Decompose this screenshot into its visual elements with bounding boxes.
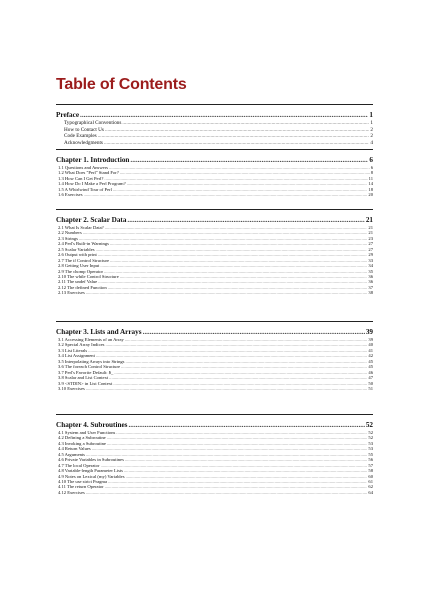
toc-entry-page: 27 bbox=[368, 246, 373, 252]
toc-entry-label: 1.3 How Can I Get Perl? bbox=[58, 175, 104, 181]
toc-entry-label: Typographical Conventions bbox=[64, 120, 122, 126]
toc-entry-label: 4.10 The use strict Pragma bbox=[58, 478, 108, 484]
toc-section-chapter-3 bbox=[56, 321, 373, 391]
toc-entry-label: 2.10 The while Control Structure bbox=[58, 273, 119, 279]
toc-entry-label: 3.7 Perl's Favorite Default: $_ bbox=[58, 369, 114, 375]
toc-entry-page: 46 bbox=[368, 369, 373, 375]
toc-entry-label: 4.7 The local Operator bbox=[58, 462, 100, 468]
toc-section-chapter-1 bbox=[56, 149, 373, 198]
toc-entry-label: 4.3 Invoking a Subroutine bbox=[58, 440, 106, 446]
dot-leader bbox=[130, 155, 368, 165]
toc-entry-page: 37 bbox=[368, 284, 373, 290]
toc-entry-label: 2.7 The if Control Structure bbox=[58, 257, 110, 263]
toc-entry-page: 1 bbox=[370, 120, 373, 126]
toc-entry-page: 50 bbox=[368, 380, 373, 386]
toc-entry-page: 8 bbox=[370, 170, 373, 176]
toc-entry-page: 23 bbox=[368, 235, 373, 241]
toc-heading-page: 52 bbox=[365, 421, 373, 429]
toc-entry-label: 4.1 System and User Functions bbox=[58, 430, 116, 435]
toc-entry-page: 4 bbox=[370, 139, 373, 146]
toc-entry-page: 11 bbox=[368, 175, 373, 181]
toc-entry-label: 3.1 Accessing Elements of an Array bbox=[58, 337, 124, 342]
toc-entry[interactable] bbox=[56, 386, 373, 391]
toc-entry-page: 41 bbox=[368, 347, 373, 353]
toc-entry-label: 2.8 Getting User Input bbox=[58, 263, 100, 269]
toc-heading-label: Chapter 4. Subroutines bbox=[56, 421, 128, 429]
toc-entry-page: 39 bbox=[368, 337, 373, 342]
toc-entry-label: 2.4 Perl's Built-in Warnings bbox=[58, 241, 109, 247]
toc-entry-label: 2.12 The defined Function bbox=[58, 284, 107, 290]
toc-entry-label: 3.8 Scalar and List Context bbox=[58, 375, 109, 381]
toc-entry-page: 45 bbox=[368, 364, 373, 370]
toc-entry-label: 1.4 How Do I Make a Perl Program? bbox=[58, 181, 126, 187]
section-divider bbox=[56, 209, 373, 210]
toc-entry-page: 56 bbox=[368, 457, 373, 463]
toc-entry[interactable] bbox=[56, 192, 373, 197]
toc-entry-label: 2.13 Exercises bbox=[58, 290, 85, 296]
toc-entry-page: 42 bbox=[368, 353, 373, 359]
toc-entry-label: 3.3 List Literals bbox=[58, 347, 88, 353]
section-divider bbox=[56, 104, 373, 105]
toc-entry[interactable] bbox=[56, 290, 373, 295]
toc-entry-page: 6 bbox=[370, 165, 373, 170]
toc-heading-label: Chapter 1. Introduction bbox=[56, 156, 130, 164]
toc-heading-label: Chapter 3. Lists and Arrays bbox=[56, 328, 142, 336]
toc-entry-label: 1.5 A Whirlwind Tour of Perl bbox=[58, 186, 112, 192]
toc-heading-label: Chapter 2. Scalar Data bbox=[56, 216, 127, 224]
toc-entry-label: 2.3 Strings bbox=[58, 235, 78, 241]
toc-entry-label: 4.11 The return Operator bbox=[58, 484, 104, 490]
toc-entry-page: 21 bbox=[368, 230, 373, 236]
toc-entry-page: 27 bbox=[368, 241, 373, 247]
toc-section-chapter-2 bbox=[56, 209, 373, 296]
toc-heading-preface[interactable] bbox=[56, 110, 373, 120]
toc-heading-page: 6 bbox=[369, 156, 373, 164]
dot-leader bbox=[86, 386, 368, 391]
toc-heading-chapter-1[interactable] bbox=[56, 155, 373, 165]
dot-leader bbox=[86, 290, 368, 295]
toc-entry-page: 47 bbox=[368, 375, 373, 381]
dot-leader bbox=[127, 215, 364, 225]
page-title: Table of Contents bbox=[56, 76, 187, 93]
toc-entry-label: 4.5 Arguments bbox=[58, 451, 85, 457]
toc-entry-page: 53 bbox=[368, 440, 373, 446]
toc-entry-label: 2.1 What Is Scalar Data? bbox=[58, 225, 104, 230]
toc-heading-chapter-4[interactable] bbox=[56, 420, 373, 430]
toc-entry-label: 1.6 Exercises bbox=[58, 192, 83, 198]
toc-entry-page: 62 bbox=[368, 484, 373, 490]
toc-heading-page: 39 bbox=[365, 328, 373, 336]
section-divider bbox=[56, 149, 373, 150]
toc-entry-label: 3.9 <STDIN> in List Context bbox=[58, 380, 113, 386]
toc-entry-label: 2.9 The chomp Operator bbox=[58, 268, 104, 274]
toc-entry-label: 2.6 Output with print bbox=[58, 252, 97, 258]
toc-entry[interactable] bbox=[56, 140, 373, 147]
toc-entry-label: 4.4 Return Values bbox=[58, 446, 91, 452]
toc-entry-label: 3.5 Interpolating Arrays into Strings bbox=[58, 358, 125, 364]
dot-leader bbox=[80, 110, 368, 120]
toc-entry-page: 58 bbox=[368, 468, 373, 474]
toc-entry-label: 4.9 Notes on Lexical (my) Variables bbox=[58, 473, 125, 479]
toc-entry-page: 2 bbox=[370, 133, 373, 139]
toc-entry-page: 36 bbox=[368, 273, 373, 279]
toc-entry-page: 40 bbox=[368, 342, 373, 348]
toc-entry-label: 1.1 Questions and Answers bbox=[58, 165, 109, 170]
toc-entry-page: 57 bbox=[368, 462, 373, 468]
toc-entry-label: 2.2 Numbers bbox=[58, 230, 82, 236]
toc-section-preface bbox=[56, 104, 373, 146]
toc-entry-page: 64 bbox=[368, 489, 373, 495]
toc-heading-chapter-2[interactable] bbox=[56, 215, 373, 225]
toc-entry-label: 3.2 Special Array Indices bbox=[58, 342, 105, 348]
toc-entry-page: 2 bbox=[370, 126, 373, 133]
toc-entry-page: 53 bbox=[368, 446, 373, 452]
toc-entry-label: How to Contact Us bbox=[64, 126, 104, 133]
toc-entry-page: 36 bbox=[368, 279, 373, 285]
toc-entry-label: 2.11 The undef Value bbox=[58, 279, 98, 285]
toc-entry-page: 60 bbox=[368, 473, 373, 479]
toc-entry-label: 4.12 Exercises bbox=[58, 489, 85, 495]
toc-entry-label: Code Examples bbox=[64, 133, 97, 139]
toc-entry-page: 52 bbox=[368, 435, 373, 441]
toc-entry-label: Acknowledgments bbox=[64, 139, 103, 146]
section-divider bbox=[56, 321, 373, 322]
toc-heading-page: 21 bbox=[365, 216, 373, 224]
dot-leader bbox=[84, 192, 368, 197]
toc-section-chapter-4 bbox=[56, 414, 373, 495]
toc-entry-label: 3.4 List Assignment bbox=[58, 353, 95, 359]
toc-entry-page: 61 bbox=[368, 478, 373, 484]
toc-entry-page: 35 bbox=[368, 268, 373, 274]
dot-leader bbox=[104, 140, 370, 147]
toc-entry-page: 45 bbox=[368, 358, 373, 364]
toc-entry-label: 4.8 Variable-length Parameter Lists bbox=[58, 468, 123, 474]
section-divider bbox=[56, 414, 373, 415]
dot-leader bbox=[86, 490, 368, 495]
toc-entry-page: 29 bbox=[368, 252, 373, 258]
toc-entry-label: 4.2 Defining a Subroutine bbox=[58, 435, 106, 441]
toc-entry-page: 38 bbox=[368, 290, 373, 296]
dot-leader bbox=[128, 420, 364, 430]
toc-entry-label: 3.10 Exercises bbox=[58, 385, 85, 391]
toc-entry-page: 34 bbox=[368, 263, 373, 269]
toc-entry-label: 4.6 Private Variables in Subroutines bbox=[58, 457, 124, 463]
toc-heading-chapter-3[interactable] bbox=[56, 327, 373, 337]
toc-entry-page: 52 bbox=[368, 430, 373, 435]
toc-entry[interactable] bbox=[56, 490, 373, 495]
toc-entry-page: 33 bbox=[368, 257, 373, 263]
toc-entry-label: 1.2 What Does "Perl" Stand For? bbox=[58, 170, 119, 176]
toc-heading-label: Preface bbox=[56, 111, 80, 119]
dot-leader bbox=[143, 327, 365, 337]
toc-entry-page: 55 bbox=[368, 451, 373, 457]
toc-entry-page: 20 bbox=[368, 192, 373, 198]
toc-heading-page: 1 bbox=[369, 111, 373, 119]
toc-entry-page: 14 bbox=[368, 181, 373, 187]
toc-entry-page: 51 bbox=[368, 385, 373, 391]
toc-entry-page: 18 bbox=[368, 186, 373, 192]
toc-entry-label: 3.6 The foreach Control Structure bbox=[58, 364, 121, 370]
toc-entry-label: 2.5 Scalar Variables bbox=[58, 246, 95, 252]
toc-entry-page: 21 bbox=[368, 225, 373, 230]
